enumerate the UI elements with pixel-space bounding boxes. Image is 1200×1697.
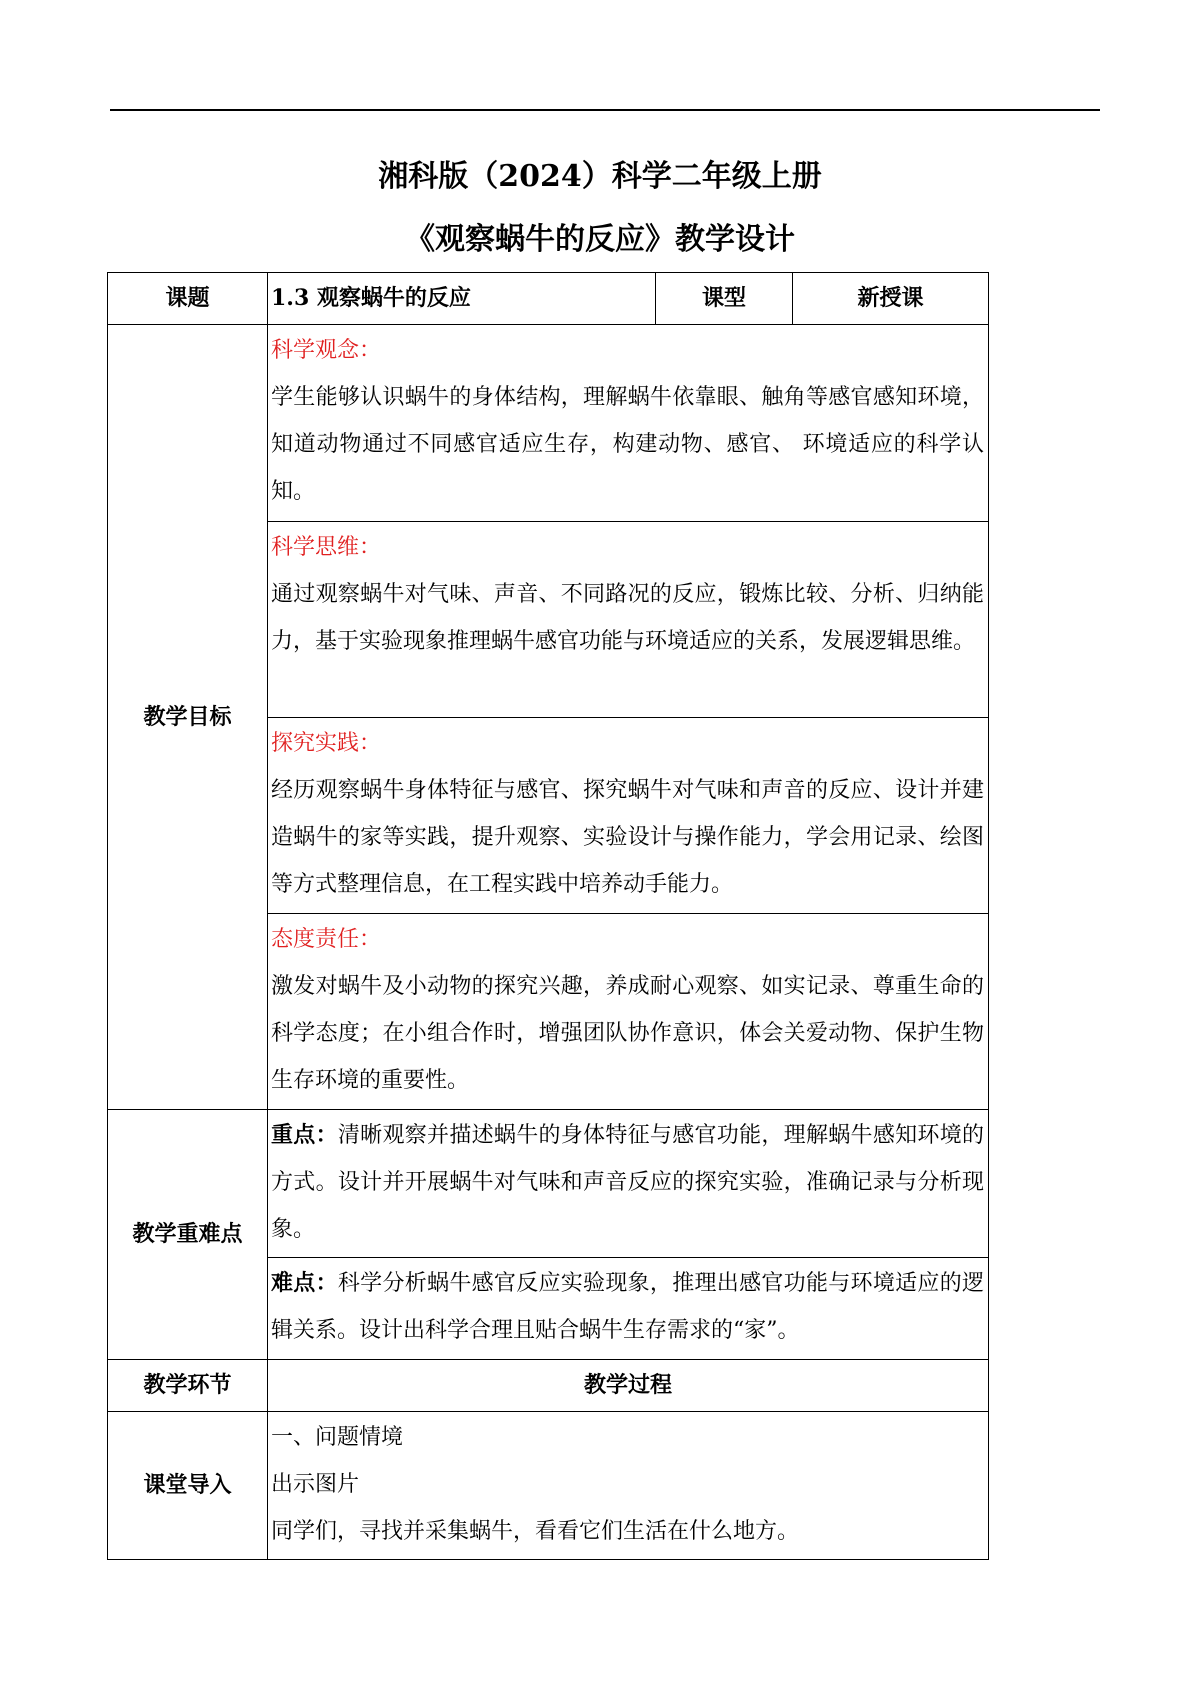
objective-cell (268, 325, 989, 522)
document-subtitle: 《观察蜗牛的反应》教学设计 (405, 222, 795, 257)
key-point-text: 清晰观察并描述蜗牛的身体特征与感官功能，理解蜗牛感知环境的方式。设计并开展蜗牛对气味和声音反应的探究实验，准确记录与分析现象。 (271, 1123, 984, 1242)
difficult-point-lead: 难点： (271, 1270, 338, 1296)
key-point-lead: 重点： (271, 1122, 338, 1148)
difficult-point-text: 科学分析蜗牛感官反应实验现象，推理出感官功能与环境适应的逻辑关系。设计出科学合理且贴合蜗牛生存需求的“家”。 (271, 1271, 984, 1343)
objective-cell (268, 914, 989, 1110)
topic-label: 课题 (108, 273, 268, 325)
process-header-row (108, 1360, 989, 1412)
intro-line: 同学们，寻找并采集蜗牛，看看它们生活在什么地方。 (271, 1519, 800, 1544)
objective-row (108, 325, 989, 522)
objective-cell (268, 522, 989, 718)
key-point-cell (268, 1110, 989, 1258)
topic-value: 1.3 观察蜗牛的反应 (271, 285, 471, 311)
objective-text: 通过观察蜗牛对气味、声音、不同路况的反应，锻炼比较、分析、归纳能力，基于实验现象推理蜗牛感官功能与环境适应的关系，发展逻辑思维。 (271, 582, 984, 654)
topic-row (108, 273, 989, 325)
objective-heading: 探究实践： (271, 731, 382, 756)
topic-value-cell (268, 273, 656, 325)
objective-text: 学生能够认识蜗牛的身体结构，理解蜗牛依靠眼、触角等感官感知环境，知道动物通过不同感官适应生存，构建动物、感官、 环境适应的科学认知。 (271, 385, 984, 504)
objective-text: 经历观察蜗牛身体特征与感官、探究蜗牛对气味和声音的反应、设计并建造蜗牛的家等实践，提升观察、实验设计与操作能力，学会用记录、绘图等方式整理信息，在工程实践中培养动手能力。 (271, 778, 984, 897)
stage-header: 教学环节 (108, 1360, 268, 1412)
objective-cell (268, 718, 989, 914)
objective-heading: 科学观念： (271, 338, 382, 363)
intro-line: 一、问题情境 (271, 1425, 404, 1450)
document-title: 湘科版（2024）科学二年级上册 (378, 159, 822, 194)
objective-heading: 科学思维： (271, 535, 382, 560)
lesson-plan-table (107, 272, 989, 1560)
intro-line: 出示图片 (271, 1472, 360, 1497)
objective-heading: 态度责任： (271, 927, 382, 952)
difficult-point-cell (268, 1258, 989, 1360)
process-header: 教学过程 (268, 1360, 989, 1412)
intro-cell (268, 1412, 989, 1560)
key-point-row (108, 1110, 989, 1258)
objective-text: 激发对蜗牛及小动物的探究兴趣，养成耐心观察、如实记录、尊重生命的科学态度；在小组合作时，增强团队协作意识，体会关爱动物、保护生物生存环境的重要性。 (271, 974, 984, 1093)
intro-label: 课堂导入 (108, 1412, 268, 1560)
type-value: 新授课 (793, 273, 989, 325)
intro-row (108, 1412, 989, 1560)
keypoints-label: 教学重难点 (108, 1110, 268, 1360)
header-rule (110, 109, 1100, 111)
type-label: 课型 (656, 273, 793, 325)
objectives-label: 教学目标 (108, 325, 268, 1110)
